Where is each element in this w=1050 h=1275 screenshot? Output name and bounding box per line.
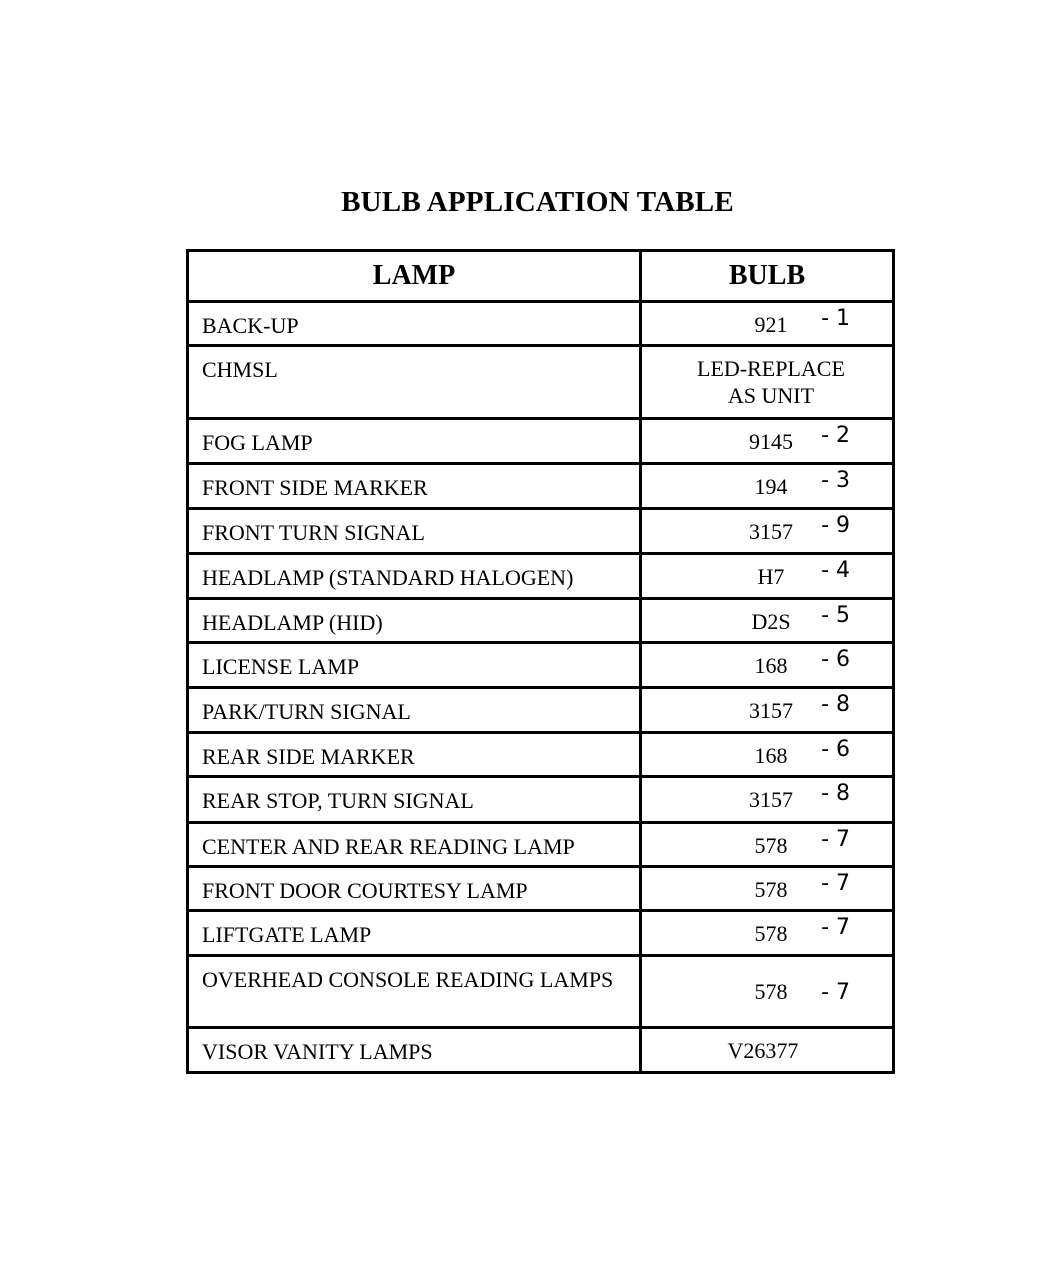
- bulb-value: 578: [754, 921, 788, 946]
- lamp-cell: OVERHEAD CONSOLE READING LAMPS: [188, 956, 641, 1028]
- bulb-value: 578: [754, 877, 788, 902]
- lamp-cell: CENTER AND REAR READING LAMP: [188, 823, 641, 867]
- bulb-value: LED-REPLACE AS UNIT: [697, 356, 845, 408]
- handwritten-note: - 8: [821, 781, 850, 806]
- bulb-cell: [641, 911, 894, 956]
- bulb-cell: [641, 509, 894, 554]
- lamp-cell: FRONT DOOR COURTESY LAMP: [188, 867, 641, 911]
- bulb-value: 168: [754, 653, 788, 678]
- bulb-value: 3157: [749, 787, 793, 812]
- handwritten-note: - 7: [821, 871, 850, 896]
- bulb-cell: [641, 599, 894, 643]
- lamp-cell: FOG LAMP: [188, 419, 641, 464]
- handwritten-note: - 3: [821, 468, 850, 493]
- bulb-value: 578: [754, 979, 788, 1004]
- handwritten-note: - 9: [821, 513, 850, 538]
- bulb-cell: [641, 302, 894, 346]
- handwritten-note: - 7: [821, 915, 850, 940]
- bulb-cell: [641, 643, 894, 688]
- table-row: [188, 911, 894, 956]
- handwritten-note: - 2: [821, 423, 850, 448]
- bulb-value: 921: [754, 312, 788, 337]
- lamp-cell: REAR STOP, TURN SIGNAL: [188, 777, 641, 823]
- handwritten-note: - 6: [821, 737, 850, 762]
- handwritten-note: - 6: [821, 647, 850, 672]
- table-row: [188, 302, 894, 346]
- handwritten-note: - 1: [821, 306, 850, 331]
- lamp-cell: PARK/TURN SIGNAL: [188, 688, 641, 733]
- bulb-value: H7: [757, 564, 785, 589]
- bulb-cell: [641, 1028, 894, 1073]
- lamp-cell: FRONT TURN SIGNAL: [188, 509, 641, 554]
- bulb-value: V26377: [727, 1038, 799, 1063]
- table-row: [188, 1028, 894, 1073]
- bulb-value: 9145: [749, 429, 793, 454]
- bulb-cell: [641, 867, 894, 911]
- bulb-cell: [641, 777, 894, 823]
- bulb-value: 3157: [749, 519, 793, 544]
- bulb-application-table: [186, 249, 895, 1074]
- table-row: [188, 346, 894, 419]
- lamp-cell: CHMSL: [188, 346, 641, 419]
- bulb-cell: [641, 419, 894, 464]
- table-row: [188, 419, 894, 464]
- lamp-cell: VISOR VANITY LAMPS: [188, 1028, 641, 1073]
- handwritten-note: - 7: [821, 980, 850, 1005]
- bulb-cell: [641, 554, 894, 599]
- lamp-cell: REAR SIDE MARKER: [188, 733, 641, 777]
- bulb-cell: [641, 733, 894, 777]
- bulb-column-header: BULB: [641, 251, 894, 302]
- handwritten-note: - 4: [821, 558, 850, 583]
- bulb-value: D2S: [751, 609, 791, 634]
- handwritten-note: - 5: [821, 603, 850, 628]
- table-header-row: [188, 251, 894, 302]
- table-row: [188, 823, 894, 867]
- bulb-cell: [641, 688, 894, 733]
- bulb-cell: [641, 823, 894, 867]
- page-title: BULB APPLICATION TABLE: [341, 186, 734, 218]
- bulb-cell: [641, 956, 894, 1028]
- lamp-cell: BACK-UP: [188, 302, 641, 346]
- table-row: [188, 643, 894, 688]
- table-row: [188, 777, 894, 823]
- lamp-cell: LICENSE LAMP: [188, 643, 641, 688]
- table-row: [188, 554, 894, 599]
- table-row: [188, 464, 894, 509]
- table-row: [188, 956, 894, 1028]
- table-row: [188, 688, 894, 733]
- table-row: [188, 867, 894, 911]
- handwritten-note: - 7: [821, 827, 850, 852]
- lamp-cell: HEADLAMP (HID): [188, 599, 641, 643]
- table-row: [188, 599, 894, 643]
- table-row: [188, 509, 894, 554]
- lamp-column-header: LAMP: [188, 251, 641, 302]
- bulb-value: 194: [754, 474, 788, 499]
- bulb-value: 168: [754, 743, 788, 768]
- bulb-cell: [641, 346, 894, 419]
- lamp-cell: FRONT SIDE MARKER: [188, 464, 641, 509]
- handwritten-note: - 8: [821, 692, 850, 717]
- bulb-value: 578: [754, 833, 788, 858]
- bulb-value: 3157: [749, 698, 793, 723]
- lamp-cell: HEADLAMP (STANDARD HALOGEN): [188, 554, 641, 599]
- lamp-cell: LIFTGATE LAMP: [188, 911, 641, 956]
- bulb-cell: [641, 464, 894, 509]
- table-row: [188, 733, 894, 777]
